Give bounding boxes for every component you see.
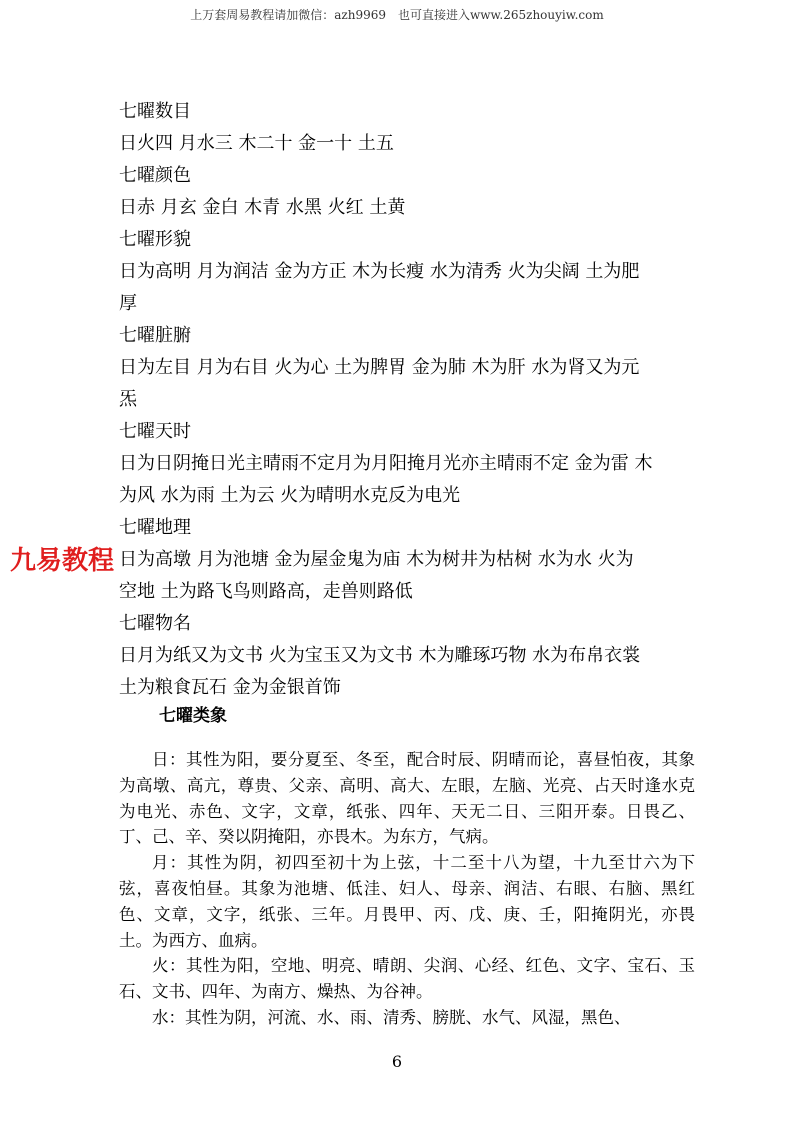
- page-header-banner: 上万套周易教程请加微信：azh9969 也可直接进入www.265zhouyiw.com: [190, 8, 604, 22]
- paragraph-shui: 水：其性为阴，河流、水、雨、清秀、膀胱、水气、风湿，黑色、: [152, 1007, 631, 1027]
- section-body-dili-line1: 日为高墩 月为池塘 金为屋金鬼为庙 木为树井为枯树 水为水 火为: [119, 549, 634, 570]
- section-title-wuming: 七曜物名: [119, 613, 191, 634]
- watermark-logo: 九易教程: [10, 546, 115, 576]
- section-body-shumu: 日火四 月水三 木二十 金一十 土五: [119, 133, 394, 154]
- section-body-tianshi-line1: 日为日阴掩日光主晴雨不定月为月阳掩月光亦主晴雨不定 金为雷 木: [119, 453, 653, 474]
- section-body-xingmao-line2: 厚: [119, 293, 137, 314]
- section-title-dili: 七曜地理: [119, 517, 191, 538]
- section-body-tianshi-line2: 为风 水为雨 土为云 火为晴明水克反为电光: [119, 485, 461, 506]
- section-title-shumu: 七曜数目: [119, 101, 191, 122]
- section-body-zangfu-line1: 日为左目 月为右目 火为心 土为脾胃 金为肺 木为肝 水为肾又为元: [119, 357, 640, 378]
- section-body-zangfu-line2: 炁: [119, 389, 137, 410]
- section-body-xingmao-line1: 日为高明 月为润洁 金为方正 木为长瘦 水为清秀 火为尖阔 土为肥: [119, 261, 640, 282]
- section-body-yanse: 日赤 月玄 金白 木青 水黑 火红 土黄: [119, 197, 406, 218]
- section-title-xingmao: 七曜形貌: [119, 229, 191, 250]
- section-title-leixiang: 七曜类象: [159, 706, 227, 726]
- paragraph-ri: 日：其性为阳，要分夏至、冬至，配合时辰、阴晴而论，喜昼怕夜，其象为高墩、高亢，尊贵、父亲、高明、高大、左眼，左脑、光亮、占天时逢水克为电光、赤色、文字，文章，纸张、四年、天无二日、三阳开泰。日畏乙、丁、己、辛、癸以阴掩阳，亦畏木。为东方，气病。: [119, 750, 695, 847]
- section-body-wuming-line1: 日月为纸又为文书 火为宝玉又为文书 木为雕琢巧物 水为布帛衣裳: [119, 645, 641, 666]
- paragraph-yue: 月：其性为阴，初四至初十为上弦，十二至十八为望，十九至廿六为下弦，喜夜怕昼。其象为池塘、低洼、妇人、母亲、润洁、右眼、右脑、黑红色、文章，文字，纸张、三年。月畏甲、丙、戊、庚、壬，阳掩阴光，亦畏土。为西方、血病。: [119, 853, 695, 950]
- paragraph-huo: 火：其性为阳，空地、明亮、晴朗、尖润、心经、红色、文字、宝石、玉石、文书、四年、为南方、燥热、为谷神。: [119, 956, 695, 1002]
- page-number: 6: [391, 1052, 403, 1071]
- section-body-dili-line2: 空地 土为路飞鸟则路高，走兽则路低: [119, 581, 413, 602]
- section-title-zangfu: 七曜脏腑: [119, 325, 191, 346]
- section-title-tianshi: 七曜天时: [119, 421, 191, 442]
- leixiang-body: [119, 747, 695, 1031]
- section-title-yanse: 七曜颜色: [119, 165, 191, 186]
- section-body-wuming-line2: 土为粮食瓦石 金为金银首饰: [119, 677, 341, 698]
